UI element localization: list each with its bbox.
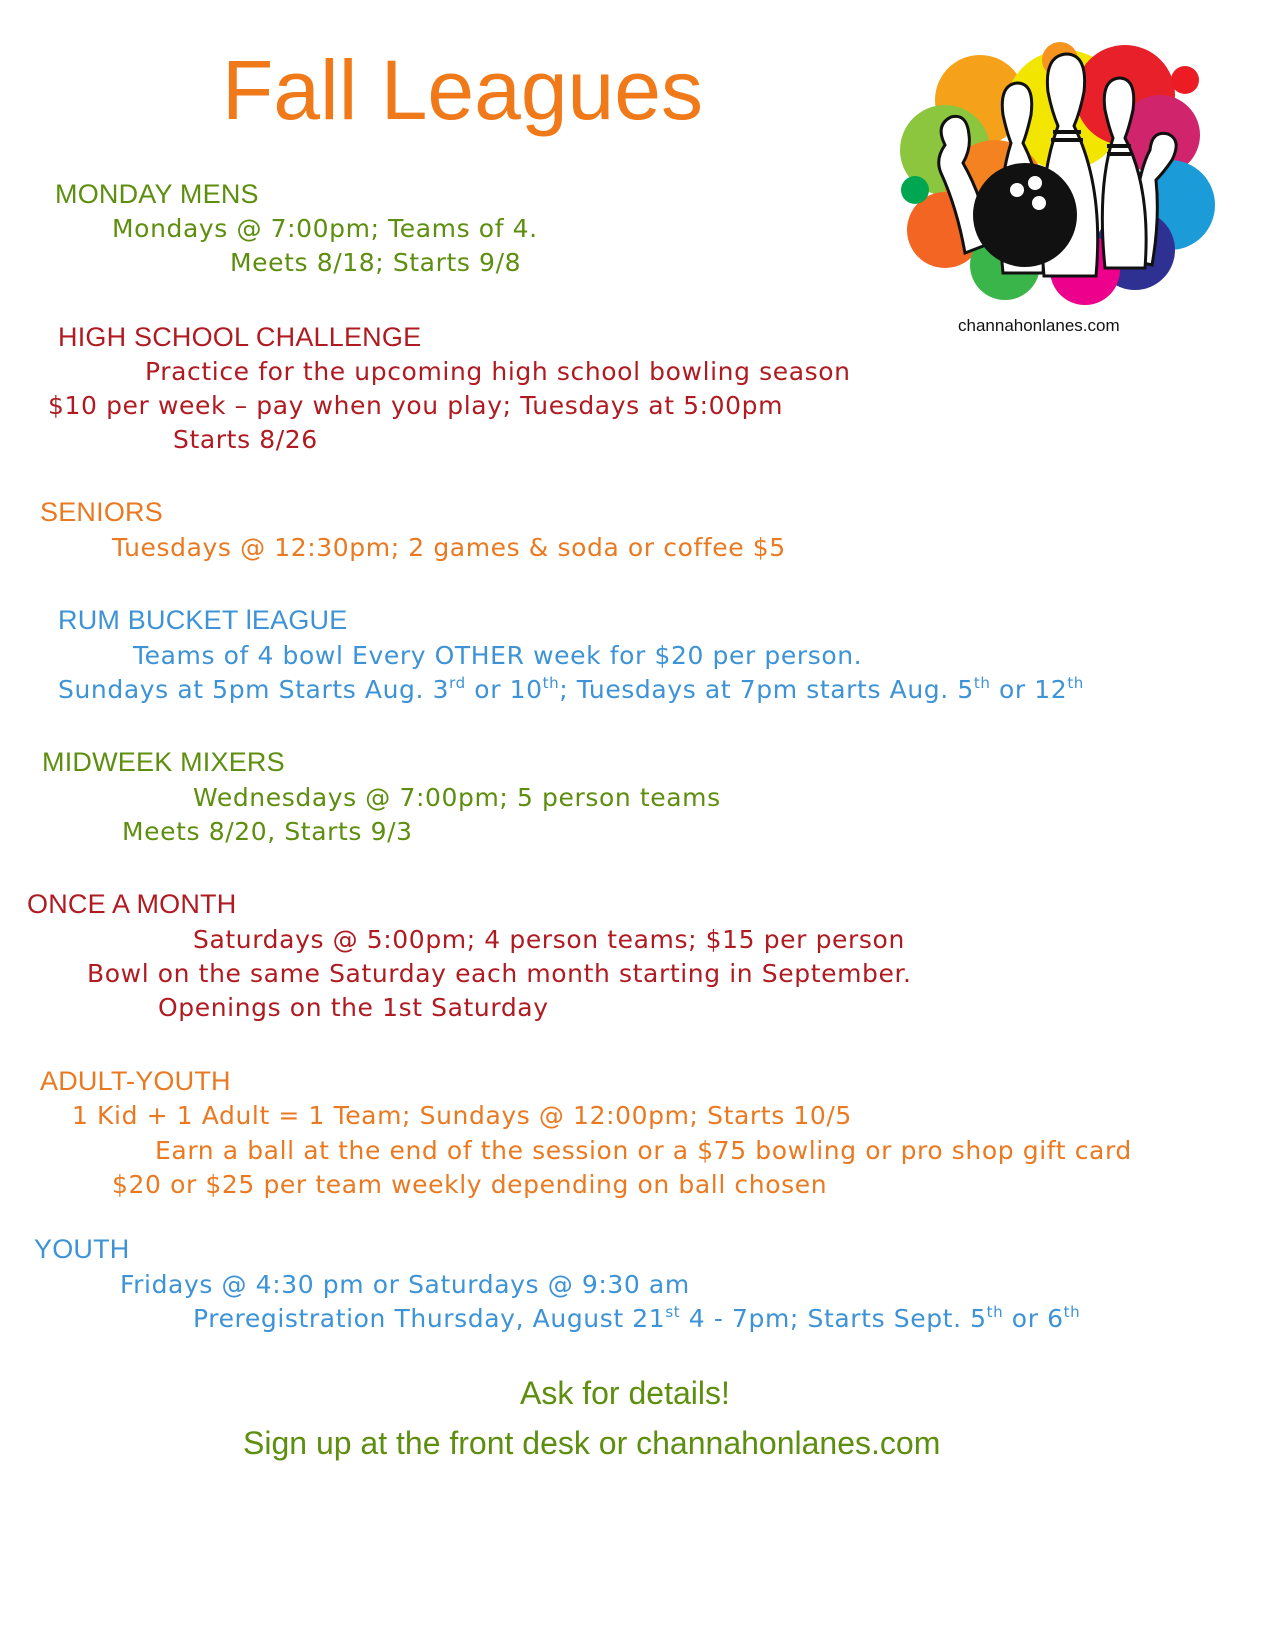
- adultyouth-line-1: 1 Kid + 1 Adult = 1 Team; Sundays @ 12:00pm; Starts 10/5: [72, 1101, 852, 1130]
- bowling-pins-icon: [885, 40, 1215, 310]
- highschool-line-1: Practice for the upcoming high school bowling season: [145, 357, 851, 386]
- oncemonth-line-3: Openings on the 1st Saturday: [158, 993, 549, 1022]
- youth-line-1: Fridays @ 4:30 pm or Saturdays @ 9:30 am: [120, 1270, 690, 1299]
- highschool-line-2: $10 per week – pay when you play; Tuesdays at 5:00pm: [48, 391, 784, 420]
- rumbucket-line-2: Sundays at 5pm Starts Aug. 3rd or 10th; Tuesdays at 7pm starts Aug. 5th or 12th: [58, 674, 1084, 704]
- midweek-line-1: Wednesdays @ 7:00pm; 5 person teams: [193, 783, 721, 812]
- footer-details: Ask for details!: [520, 1375, 730, 1411]
- seniors-heading: SENIORS: [40, 497, 163, 527]
- adultyouth-heading: ADULT-YOUTH: [40, 1066, 231, 1096]
- oncemonth-line-2: Bowl on the same Saturday each month starting in September.: [87, 959, 912, 988]
- adultyouth-line-2: Earn a ball at the end of the session or a $75 bowling or pro shop gift card: [155, 1136, 1132, 1165]
- highschool-heading: HIGH SCHOOL CHALLENGE: [58, 322, 422, 352]
- seniors-line-1: Tuesdays @ 12:30pm; 2 games & soda or coffee $5: [112, 533, 786, 562]
- oncemonth-line-1: Saturdays @ 5:00pm; 4 person teams; $15 per person: [193, 925, 905, 954]
- monday-line-2: Meets 8/18; Starts 9/8: [230, 248, 522, 277]
- youth-line-2: Preregistration Thursday, August 21st 4 - 7pm; Starts Sept. 5th or 6th: [193, 1303, 1081, 1333]
- midweek-heading: MIDWEEK MIXERS: [42, 747, 285, 777]
- highschool-line-3: Starts 8/26: [173, 425, 318, 454]
- footer-signup: Sign up at the front desk or channahonlanes.com: [243, 1425, 941, 1461]
- rumbucket-heading: RUM BUCKET lEAGUE: [58, 605, 348, 635]
- page-title: Fall Leagues: [222, 43, 703, 137]
- adultyouth-line-3: $20 or $25 per team weekly depending on ball chosen: [112, 1170, 828, 1199]
- monday-heading: MONDAY MENS: [55, 179, 259, 209]
- rumbucket-line-1: Teams of 4 bowl Every OTHER week for $20 per person.: [133, 641, 863, 670]
- oncemonth-heading: ONCE A MONTH: [27, 889, 237, 919]
- monday-line-1: Mondays @ 7:00pm; Teams of 4.: [112, 214, 538, 243]
- youth-heading: YOUTH: [34, 1234, 130, 1264]
- bowling-logo: [885, 40, 1215, 310]
- midweek-line-2: Meets 8/20, Starts 9/3: [122, 817, 413, 846]
- logo-website: channahonlanes.com: [958, 316, 1120, 335]
